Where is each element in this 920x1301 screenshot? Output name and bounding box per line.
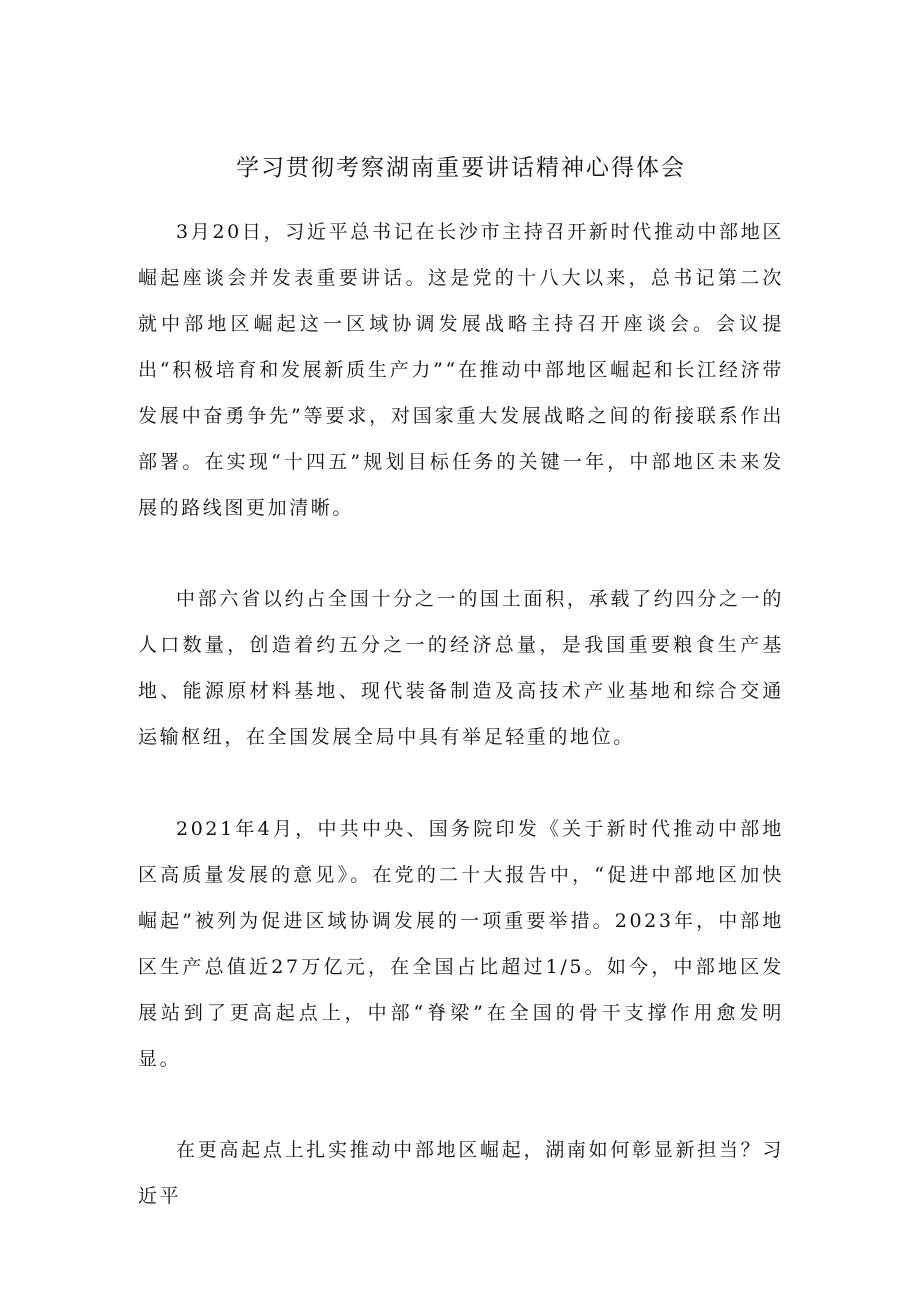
paragraph-4: 在更高起点上扎实推动中部地区崛起，湖南如何彰显新担当？习近平 [138,1139,784,1207]
paragraph-2: 中部六省以约占全国十分之一的国土面积，承载了约四分之一的人口数量，创造着约五分之一的经济总量，是我国重要粮食生产基地、能源原材料基地、现代装备制造及高技术产业基地和综合交通运输枢纽，在全国发展全局中具有举足轻重的地位。 [138,588,784,748]
document-title: 学习贯彻考察湖南重要讲话精神心得体会 [236,155,686,181]
paragraph-3: 2021年4月，中共中央、国务院印发《关于新时代推动中部地区高质量发展的意见》。在党的二十大报告中，“促进中部地区加快崛起”被列为促进区域协调发展的一项重要举措。2023年，中部地区生产总值近27万亿元，在全国占比超过1/5。如今，中部地区发展站到了更高起点上，中部“脊梁”在全国的骨干支撑作用愈发明显。 [138,818,784,1070]
paragraph-1: 3月20日，习近平总书记在长沙市主持召开新时代推动中部地区崛起座谈会并发表重要讲话。这是党的十八大以来，总书记第二次就中部地区崛起这一区域协调发展战略主持召开座谈会。会议提出“积极培育和发展新质生产力”“在推动中部地区崛起和长江经济带发展中奋勇争先”等要求，对国家重大发展战略之间的衔接联系作出部署。在实现“十四五”规划目标任务的关键一年，中部地区未来发展的路线图更加清晰。 [138,221,784,519]
